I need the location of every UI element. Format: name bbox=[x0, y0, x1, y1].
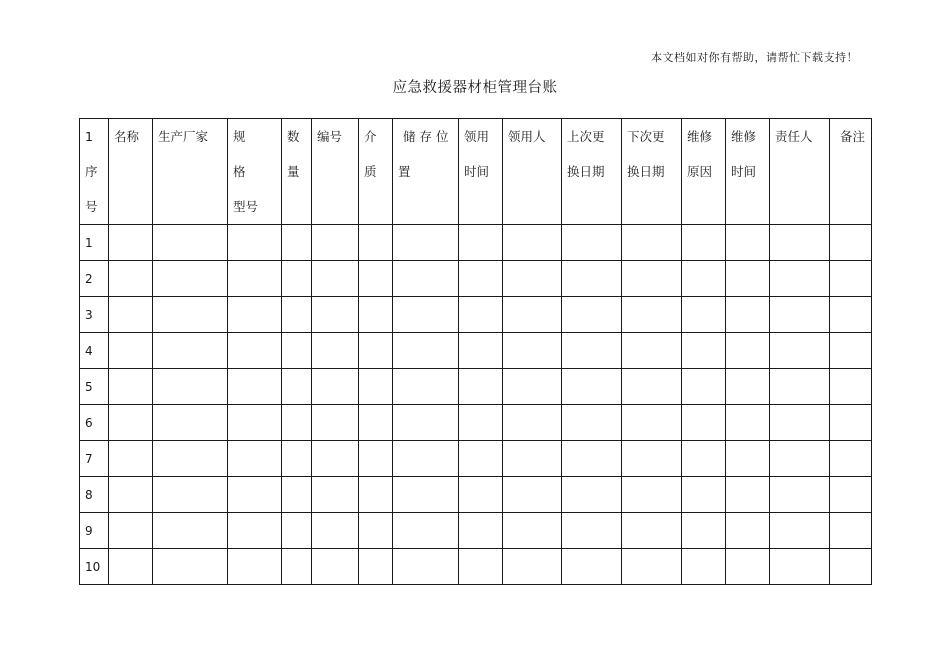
table-cell-quantity bbox=[282, 405, 312, 441]
row-number: 10 bbox=[85, 559, 101, 574]
table-cell-storage-location bbox=[393, 261, 459, 297]
row-number: 6 bbox=[85, 415, 93, 430]
table-cell-remarks bbox=[830, 549, 872, 585]
table-cell-serial-no bbox=[312, 477, 359, 513]
table-cell-manufacturer bbox=[153, 513, 228, 549]
table-cell-next-replace-date bbox=[622, 513, 682, 549]
table-cell-next-replace-date bbox=[622, 333, 682, 369]
table-cell-medium bbox=[359, 333, 393, 369]
table-cell-next-replace-date bbox=[622, 405, 682, 441]
header-line: 序 bbox=[85, 164, 98, 179]
table-cell-spec-model bbox=[228, 297, 282, 333]
table-cell-name bbox=[109, 513, 153, 549]
table-cell-name bbox=[109, 441, 153, 477]
table-cell-repair-time bbox=[726, 225, 770, 261]
table-cell-medium bbox=[359, 225, 393, 261]
header-line: 时间 bbox=[464, 164, 490, 179]
table-cell-last-replace-date bbox=[562, 441, 622, 477]
table-row bbox=[80, 333, 872, 369]
table-cell-borrow-time bbox=[459, 333, 503, 369]
row-number: 2 bbox=[85, 271, 93, 286]
table-cell-borrow-time bbox=[459, 441, 503, 477]
table-cell-remarks bbox=[830, 477, 872, 513]
table-cell-repair-time bbox=[726, 513, 770, 549]
table-cell-remarks bbox=[830, 333, 872, 369]
table-cell-last-replace-date bbox=[562, 225, 622, 261]
header-repair-reason bbox=[682, 119, 726, 225]
header-line: 领用人 bbox=[508, 129, 546, 144]
table-row bbox=[80, 441, 872, 477]
top-note: 本文档如对你有帮助，请帮忙下载支持！ bbox=[651, 51, 858, 64]
table-cell-last-replace-date bbox=[562, 369, 622, 405]
header-line: 换日期 bbox=[567, 164, 605, 179]
table-cell-borrower bbox=[503, 369, 562, 405]
table-cell-serial-no bbox=[312, 405, 359, 441]
header-line: 上次更 bbox=[567, 129, 605, 144]
table-cell-storage-location bbox=[393, 297, 459, 333]
table-cell-quantity bbox=[282, 369, 312, 405]
table-cell-responsible-person bbox=[770, 261, 830, 297]
table-cell-storage-location bbox=[393, 369, 459, 405]
table-cell-quantity bbox=[282, 261, 312, 297]
header-line: 编号 bbox=[317, 129, 343, 144]
table-cell-spec-model bbox=[228, 225, 282, 261]
table-cell-repair-time bbox=[726, 333, 770, 369]
table-cell-manufacturer bbox=[153, 261, 228, 297]
row-number-cell bbox=[80, 225, 109, 261]
table-cell-quantity bbox=[282, 441, 312, 477]
table-cell-remarks bbox=[830, 225, 872, 261]
table-cell-spec-model bbox=[228, 513, 282, 549]
row-number: 5 bbox=[85, 379, 93, 394]
table-cell-remarks bbox=[830, 369, 872, 405]
table-cell-borrow-time bbox=[459, 369, 503, 405]
table-cell-repair-time bbox=[726, 261, 770, 297]
table-cell-remarks bbox=[830, 405, 872, 441]
table-cell-name bbox=[109, 225, 153, 261]
row-number: 9 bbox=[85, 523, 93, 538]
row-number-cell bbox=[80, 513, 109, 549]
table-cell-medium bbox=[359, 405, 393, 441]
header-line: 数 bbox=[287, 129, 300, 144]
table-cell-borrower bbox=[503, 441, 562, 477]
table-cell-storage-location bbox=[393, 513, 459, 549]
row-number-cell bbox=[80, 333, 109, 369]
table-cell-borrower bbox=[503, 297, 562, 333]
header-line: 介 bbox=[364, 129, 377, 144]
header-medium bbox=[359, 119, 393, 225]
table-cell-borrower bbox=[503, 513, 562, 549]
table-cell-storage-location bbox=[393, 333, 459, 369]
table-cell-name bbox=[109, 405, 153, 441]
table-cell-repair-reason bbox=[682, 297, 726, 333]
table-cell-borrow-time bbox=[459, 297, 503, 333]
table-cell-repair-reason bbox=[682, 261, 726, 297]
table-cell-storage-location bbox=[393, 225, 459, 261]
table-cell-next-replace-date bbox=[622, 369, 682, 405]
header-repair-time bbox=[726, 119, 770, 225]
row-number-cell bbox=[80, 297, 109, 333]
table-cell-repair-time bbox=[726, 369, 770, 405]
table-cell-responsible-person bbox=[770, 513, 830, 549]
header-line: 备注 bbox=[840, 129, 866, 144]
header-index bbox=[80, 119, 109, 225]
header-line: 名称 bbox=[114, 129, 140, 144]
table-cell-borrower bbox=[503, 477, 562, 513]
table-cell-borrow-time bbox=[459, 513, 503, 549]
header-line: 原因 bbox=[687, 164, 713, 179]
header-line: 领用 bbox=[464, 129, 490, 144]
header-line: 维修 bbox=[731, 129, 757, 144]
table-cell-remarks bbox=[830, 441, 872, 477]
table-cell-responsible-person bbox=[770, 549, 830, 585]
row-number: 8 bbox=[85, 487, 93, 502]
table-cell-spec-model bbox=[228, 369, 282, 405]
table-cell-responsible-person bbox=[770, 405, 830, 441]
row-number: 3 bbox=[85, 307, 93, 322]
row-number-cell bbox=[80, 261, 109, 297]
table-cell-manufacturer bbox=[153, 441, 228, 477]
row-number-cell bbox=[80, 369, 109, 405]
table-cell-quantity bbox=[282, 513, 312, 549]
row-number-cell bbox=[80, 477, 109, 513]
table-cell-responsible-person bbox=[770, 333, 830, 369]
table-cell-storage-location bbox=[393, 477, 459, 513]
header-name bbox=[109, 119, 153, 225]
table-cell-spec-model bbox=[228, 405, 282, 441]
table-cell-repair-reason bbox=[682, 477, 726, 513]
table-cell-name bbox=[109, 477, 153, 513]
table-cell-last-replace-date bbox=[562, 297, 622, 333]
table-cell-borrow-time bbox=[459, 477, 503, 513]
table-cell-name bbox=[109, 333, 153, 369]
header-line: 型号 bbox=[233, 199, 259, 214]
table-cell-repair-reason bbox=[682, 369, 726, 405]
table-cell-borrower bbox=[503, 333, 562, 369]
header-line: 换日期 bbox=[627, 164, 665, 179]
header-storage-location bbox=[393, 119, 459, 225]
table-cell-borrower bbox=[503, 405, 562, 441]
table-cell-quantity bbox=[282, 333, 312, 369]
table-cell-repair-reason bbox=[682, 225, 726, 261]
table-cell-remarks bbox=[830, 513, 872, 549]
table-cell-last-replace-date bbox=[562, 477, 622, 513]
header-remarks bbox=[830, 119, 872, 225]
table-cell-next-replace-date bbox=[622, 441, 682, 477]
table-cell-medium bbox=[359, 513, 393, 549]
table-cell-quantity bbox=[282, 297, 312, 333]
table-cell-repair-reason bbox=[682, 441, 726, 477]
table-cell-medium bbox=[359, 441, 393, 477]
table-row bbox=[80, 297, 872, 333]
header-borrow-time bbox=[459, 119, 503, 225]
table-cell-last-replace-date bbox=[562, 261, 622, 297]
table-cell-remarks bbox=[830, 261, 872, 297]
table-cell-medium bbox=[359, 297, 393, 333]
table-cell-serial-no bbox=[312, 333, 359, 369]
header-line: 责任人 bbox=[775, 129, 813, 144]
table-cell-medium bbox=[359, 477, 393, 513]
header-manufacturer bbox=[153, 119, 228, 225]
table-cell-storage-location bbox=[393, 549, 459, 585]
header-line: 号 bbox=[85, 199, 98, 214]
table-cell-storage-location bbox=[393, 441, 459, 477]
table-cell-borrower bbox=[503, 225, 562, 261]
table-cell-next-replace-date bbox=[622, 225, 682, 261]
table-cell-serial-no bbox=[312, 513, 359, 549]
table-cell-next-replace-date bbox=[622, 549, 682, 585]
table-row bbox=[80, 477, 872, 513]
table-cell-serial-no bbox=[312, 549, 359, 585]
table-cell-repair-time bbox=[726, 405, 770, 441]
row-number: 4 bbox=[85, 343, 93, 358]
table-cell-responsible-person bbox=[770, 297, 830, 333]
row-number-cell bbox=[80, 549, 109, 585]
header-serial-no bbox=[312, 119, 359, 225]
header-borrower bbox=[503, 119, 562, 225]
table-cell-borrow-time bbox=[459, 225, 503, 261]
table-cell-responsible-person bbox=[770, 441, 830, 477]
table-cell-medium bbox=[359, 261, 393, 297]
table-row bbox=[80, 513, 872, 549]
table-cell-serial-no bbox=[312, 297, 359, 333]
table-cell-last-replace-date bbox=[562, 405, 622, 441]
table-row bbox=[80, 549, 872, 585]
header-line: 下次更 bbox=[627, 129, 665, 144]
header-line: 格 bbox=[233, 164, 246, 179]
row-number: 1 bbox=[85, 235, 93, 250]
header-last-replace-date bbox=[562, 119, 622, 225]
ledger-table bbox=[79, 118, 872, 585]
header-responsible-person bbox=[770, 119, 830, 225]
header-line: 1 bbox=[85, 129, 93, 144]
table-cell-spec-model bbox=[228, 333, 282, 369]
table-cell-quantity bbox=[282, 477, 312, 513]
table-cell-borrow-time bbox=[459, 405, 503, 441]
table-cell-remarks bbox=[830, 297, 872, 333]
table-cell-borrower bbox=[503, 549, 562, 585]
table-cell-spec-model bbox=[228, 549, 282, 585]
table-cell-manufacturer bbox=[153, 225, 228, 261]
table-cell-manufacturer bbox=[153, 333, 228, 369]
table-row bbox=[80, 261, 872, 297]
table-cell-repair-time bbox=[726, 549, 770, 585]
table-cell-last-replace-date bbox=[562, 513, 622, 549]
header-line: 规 bbox=[233, 129, 246, 144]
table-cell-responsible-person bbox=[770, 477, 830, 513]
table-cell-serial-no bbox=[312, 225, 359, 261]
table-cell-responsible-person bbox=[770, 225, 830, 261]
header-line: 储 存 位 bbox=[403, 129, 449, 144]
table-cell-repair-reason bbox=[682, 333, 726, 369]
table-cell-last-replace-date bbox=[562, 333, 622, 369]
table-cell-spec-model bbox=[228, 441, 282, 477]
table-row bbox=[80, 405, 872, 441]
table-cell-storage-location bbox=[393, 405, 459, 441]
table-cell-repair-reason bbox=[682, 405, 726, 441]
table-cell-borrower bbox=[503, 261, 562, 297]
header-line: 生产厂家 bbox=[158, 129, 209, 144]
table-cell-borrow-time bbox=[459, 261, 503, 297]
table-cell-next-replace-date bbox=[622, 477, 682, 513]
table-cell-serial-no bbox=[312, 441, 359, 477]
header-line: 维修 bbox=[687, 129, 713, 144]
table-cell-quantity bbox=[282, 225, 312, 261]
table-cell-borrow-time bbox=[459, 549, 503, 585]
table-cell-repair-time bbox=[726, 477, 770, 513]
table-cell-manufacturer bbox=[153, 549, 228, 585]
header-line: 质 bbox=[364, 164, 377, 179]
table-cell-next-replace-date bbox=[622, 261, 682, 297]
table-cell-next-replace-date bbox=[622, 297, 682, 333]
header-row bbox=[80, 119, 872, 225]
table-cell-last-replace-date bbox=[562, 549, 622, 585]
table-cell-repair-time bbox=[726, 297, 770, 333]
document-title: 应急救援器材柜管理台账 bbox=[392, 80, 558, 96]
table-cell-medium bbox=[359, 549, 393, 585]
table-cell-responsible-person bbox=[770, 369, 830, 405]
table-cell-repair-reason bbox=[682, 549, 726, 585]
header-line: 时间 bbox=[731, 164, 757, 179]
table-cell-medium bbox=[359, 369, 393, 405]
table-cell-name bbox=[109, 549, 153, 585]
row-number: 7 bbox=[85, 451, 93, 466]
header-next-replace-date bbox=[622, 119, 682, 225]
table-cell-repair-reason bbox=[682, 513, 726, 549]
table-row bbox=[80, 369, 872, 405]
header-line: 置 bbox=[398, 164, 411, 179]
table-cell-name bbox=[109, 369, 153, 405]
header-spec-model bbox=[228, 119, 282, 225]
table-cell-quantity bbox=[282, 549, 312, 585]
table-cell-spec-model bbox=[228, 261, 282, 297]
header-quantity bbox=[282, 119, 312, 225]
table-cell-manufacturer bbox=[153, 405, 228, 441]
row-number-cell bbox=[80, 441, 109, 477]
table-cell-repair-time bbox=[726, 441, 770, 477]
table-cell-manufacturer bbox=[153, 297, 228, 333]
table-row bbox=[80, 225, 872, 261]
table-cell-spec-model bbox=[228, 477, 282, 513]
header-line: 量 bbox=[287, 164, 300, 179]
table-cell-serial-no bbox=[312, 369, 359, 405]
row-number-cell bbox=[80, 405, 109, 441]
table-cell-name bbox=[109, 297, 153, 333]
table-cell-name bbox=[109, 261, 153, 297]
table-cell-serial-no bbox=[312, 261, 359, 297]
table-cell-manufacturer bbox=[153, 369, 228, 405]
table-cell-manufacturer bbox=[153, 477, 228, 513]
